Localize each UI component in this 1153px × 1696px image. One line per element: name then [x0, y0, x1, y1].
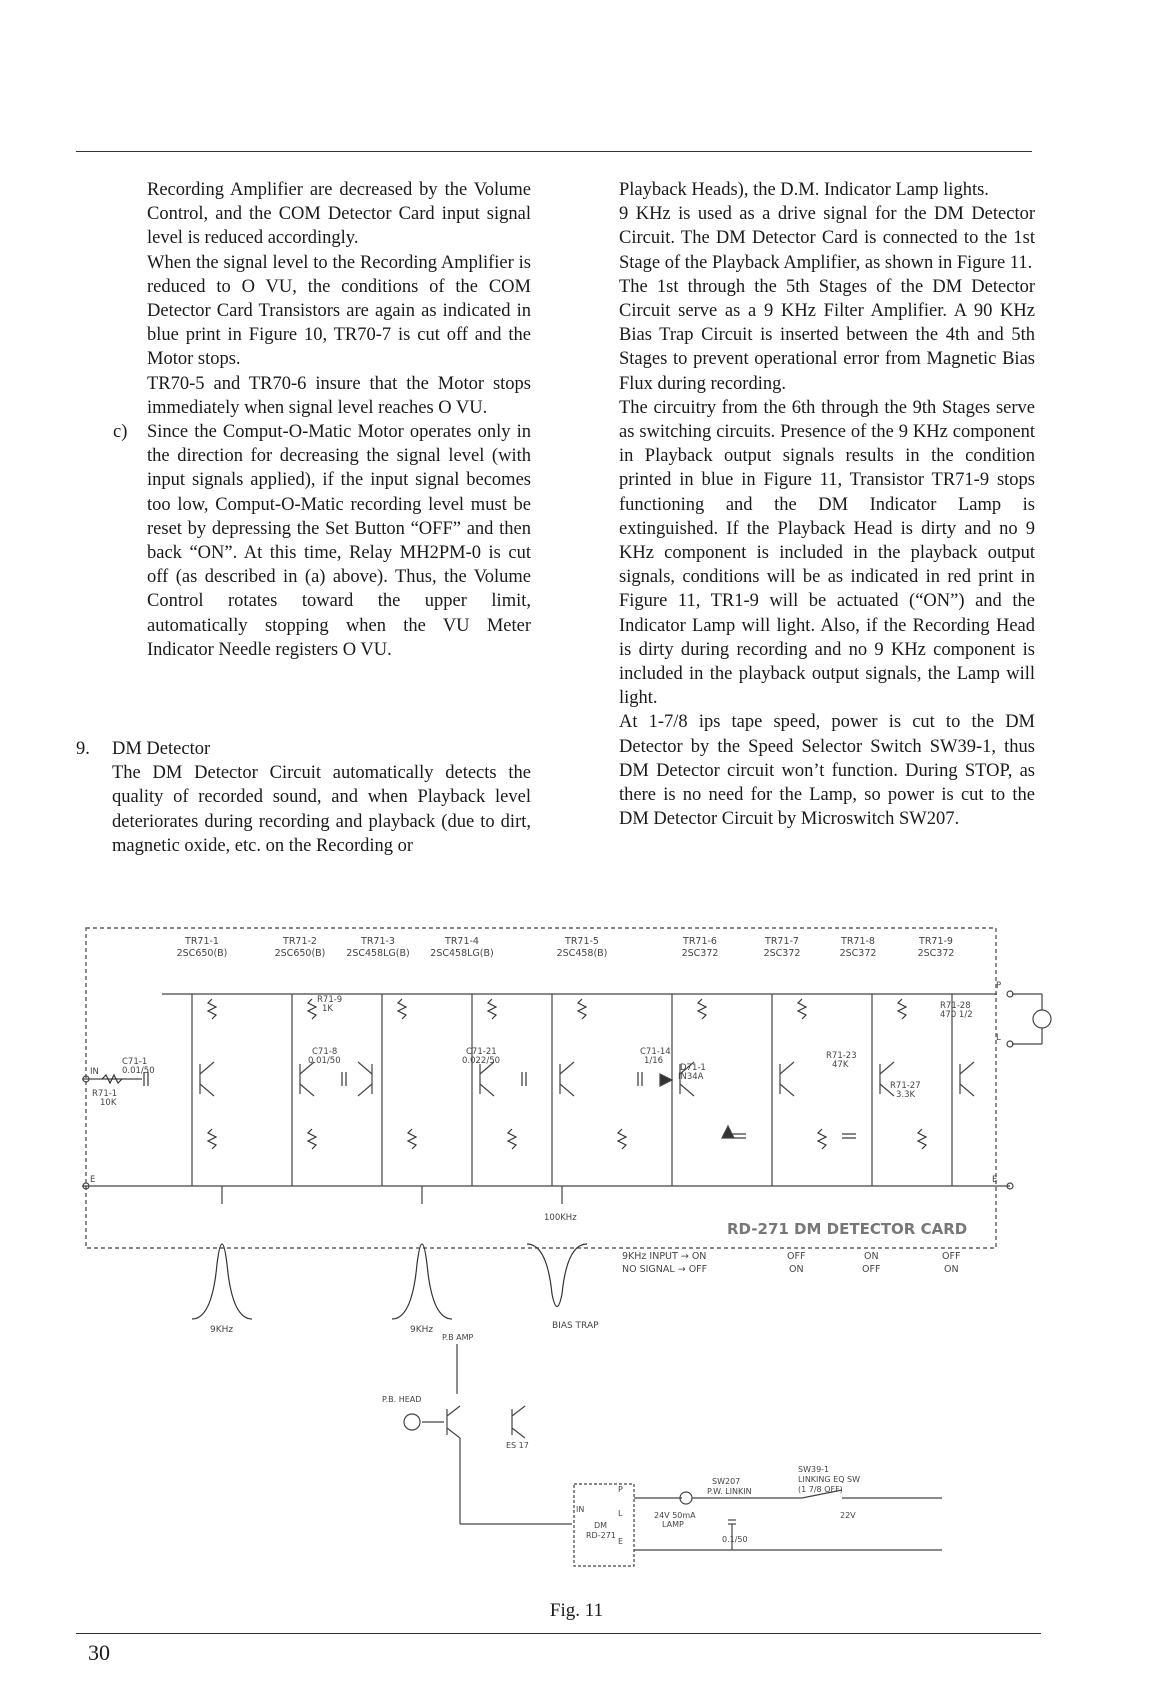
dm-label: DM [594, 1521, 608, 1530]
tr-type: 2SC372 [839, 948, 877, 959]
curve-9khz-1: 9KHz [210, 1325, 234, 1335]
tr-type: 2SC372 [681, 948, 719, 959]
right-para-3: The 1st through the 5th Stages of the DM Detector Circuit serve as a 9 KHz Filter Amplifier. A 90 KHz Bias Trap Circuit is inserted between the 4th and 5th Stages to prevent operational error from Magnetic Bias Flux during recording. [619, 276, 1035, 394]
right-para-4: The circuitry from the 6th through the 9th Stages serve as switching circuits. Presence of the 9 KHz component in Playback output signals results in the condition printed in blue in Figure 11, Transistor TR71-9 stops functioning and the DM Indicator Lamp is extinguished. If the Playback Head is dirty and no 9 KHz component is included in the playback output signals, conditions will be as indicated in red print in Figure 11, TR1-9 will be actuated (“ON”) and the Indicator Lamp will light. Also, if the Recording Head is dirty during recording and no 9 KHz component is included in the playback output signals, the Lamp will light. [619, 397, 1035, 709]
sw39-desc: LINKING EQ SW [798, 1475, 861, 1484]
c71-1-value: 0.01/50 [122, 1066, 155, 1076]
tr-ref: TR71-7 [765, 936, 799, 947]
list-marker-c: c) [113, 422, 128, 443]
sw39-label: SW39-1 [798, 1465, 830, 1474]
rd271-label: RD-271 [586, 1531, 616, 1540]
tr-ref: TR71-9 [919, 936, 953, 947]
tr-type: 2SC372 [763, 948, 801, 959]
sw207-label: SW207 [712, 1477, 741, 1486]
state-bottom: OFF [862, 1264, 881, 1275]
r71-23-value: 47K [832, 1060, 849, 1070]
tr-ref: TR71-4 [445, 936, 479, 947]
section-text: The DM Detector Circuit automatically detects the quality of recorded sound, and when Playback level deteriorates during recording and playback (due to dirt, magnetic oxide, etc. on the Recording or [112, 763, 531, 856]
state-bottom: ON [789, 1264, 804, 1275]
state-top: OFF [787, 1251, 806, 1262]
tr-type: 2SC372 [917, 948, 955, 959]
r71-1-label: R71-1 [92, 1089, 118, 1099]
cap-small-label: 0.1/50 [722, 1535, 748, 1544]
c71-8-label: C71-8 [312, 1047, 338, 1057]
pb-head-label: P.B. HEAD [382, 1395, 422, 1404]
state-row1-label: 9KHz INPUT → ON [622, 1251, 707, 1262]
input-label: IN [90, 1067, 99, 1077]
right-para-5: At 1-7/8 ips tape speed, power is cut to the DM Detector by the Speed Selector Switch SW39-1, thus DM Detector circuit won’t function. During STOP, as there is no need for the Lamp, so power is cut to the DM Detector Circuit by Microswitch SW207. [619, 712, 1035, 830]
r71-1-value: 10K [100, 1098, 117, 1108]
r71-9-value: 1K [322, 1004, 333, 1014]
left-column [113, 178, 531, 662]
card-title: RD-271 DM DETECTOR CARD [727, 1220, 968, 1238]
r71-28-label: R71-28 [940, 1001, 971, 1011]
tr-ref: TR71-5 [565, 936, 599, 947]
section-9 [76, 737, 531, 858]
tr-ref: TR71-2 [283, 936, 317, 947]
r71-28-value: 470 1/2 [940, 1010, 973, 1020]
left-para-2: When the signal level to the Recording Amplifier is reduced to O VU, the conditions of the COM Detector Card Transistors are again as indicated in blue print in Figure 10, TR70-7 is cut off and the Motor stops. [147, 252, 531, 370]
page-number: 30 [88, 1640, 110, 1665]
r71-27-value: 3.3K [896, 1090, 916, 1100]
state-top: OFF [942, 1251, 961, 1262]
right-column [619, 178, 1035, 831]
c71-1-label: C71-1 [122, 1057, 148, 1067]
section-title: DM Detector [112, 739, 211, 759]
tr-type: 2SC650(B) [176, 948, 228, 959]
sw39-off: (1 7/8 OFF) [798, 1485, 843, 1494]
d71-1-label: D71-1 [680, 1063, 706, 1073]
freq-100k-label: 100KHz [544, 1213, 577, 1223]
c71-21-label: C71-21 [466, 1047, 497, 1057]
l-small-label: L [618, 1509, 623, 1518]
sw207-desc: P.W. LINKIN [707, 1487, 752, 1496]
right-para-1: Playback Heads), the D.M. Indicator Lamp lights. [619, 180, 989, 200]
lamp-word: LAMP [662, 1520, 684, 1529]
dm-detector-schematic [82, 924, 1082, 1614]
tr-ref: TR71-3 [361, 936, 395, 947]
top-rule [76, 151, 1032, 152]
tr-type: 2SC458LG(B) [430, 948, 494, 959]
tr-ref: TR71-8 [841, 936, 875, 947]
d71-1-value: IN34A [678, 1072, 704, 1082]
ground-label-right: E [992, 1175, 998, 1185]
figure-caption: Fig. 11 [549, 1600, 604, 1621]
es17-label: ES 17 [506, 1441, 529, 1450]
r71-23-label: R71-23 [826, 1051, 857, 1061]
left-para-1: Recording Amplifier are decreased by the Volume Control, and the COM Detector Card input signal level is reduced accordingly. [147, 180, 531, 249]
state-bottom: ON [944, 1264, 959, 1275]
in-small-label: IN [576, 1505, 585, 1514]
ground-label: E [90, 1175, 96, 1185]
right-para-2: 9 KHz is used as a drive signal for the DM Detector Circuit. The DM Detector Card is connected to the 1st Stage of the Playback Amplifier, as shown in Figure 11. [619, 204, 1035, 273]
curve-9khz-2: 9KHz [410, 1325, 434, 1335]
lamp-label: L [996, 1033, 1001, 1043]
tr-type: 2SC458(B) [556, 948, 608, 959]
c71-14-label: C71-14 [640, 1047, 671, 1057]
state-row2-label: NO SIGNAL → OFF [622, 1264, 708, 1275]
e-small-label: E [618, 1537, 624, 1546]
c71-8-value: 0.01/50 [308, 1056, 341, 1066]
bottom-rule [76, 1633, 1041, 1634]
r71-9-label: R71-9 [317, 995, 343, 1005]
r71-27-label: R71-27 [890, 1081, 921, 1091]
section-number: 9. [76, 739, 90, 759]
power-label: P [996, 981, 1002, 991]
c71-21-value: 0.022/50 [462, 1056, 501, 1066]
curve-bias-trap: BIAS TRAP [552, 1321, 599, 1331]
tr-ref: TR71-1 [185, 936, 219, 947]
tr-type: 2SC458LG(B) [346, 948, 410, 959]
list-item-c [113, 420, 531, 662]
list-item-c-text: Since the Comput-O-Matic Motor operates only in the direction for decreasing the signal level (with input signals applied), if the input signal becomes too low, Comput-O-Matic recording level must be reset by depressing the Set Button “OFF” and then back “ON”. At this time, Relay MH2PM-0 is cut off (as described in (a) above). Thus, the Volume Control rotates toward the upper limit, automatically stopping when the VU Meter Indicator Needle registers O VU. [147, 422, 531, 660]
lamp-spec: 24V 50mA [654, 1511, 696, 1520]
tr-type: 2SC650(B) [274, 948, 326, 959]
supply-label: 22V [840, 1511, 856, 1520]
p-small-label: P [618, 1485, 623, 1494]
pb-amp-label: P.B AMP [442, 1333, 474, 1342]
state-top: ON [864, 1251, 879, 1262]
left-para-3: TR70-5 and TR70-6 insure that the Motor stops immediately when signal level reaches O VU. [147, 373, 531, 418]
c71-14-value: 1/16 [644, 1056, 664, 1066]
tr-ref: TR71-6 [683, 936, 717, 947]
